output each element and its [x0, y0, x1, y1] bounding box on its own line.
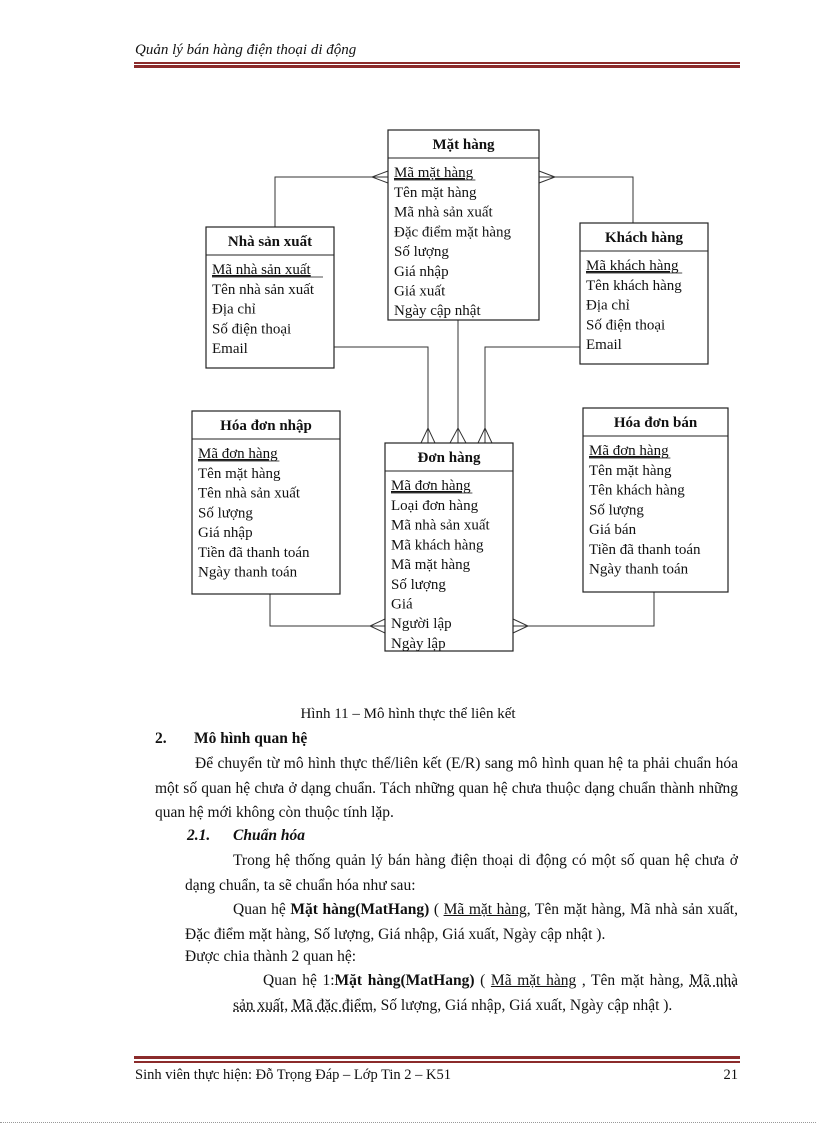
subsection-paragraph: Trong hệ thống quản lý bán hàng điện thoại di động có một số quan hệ chưa ở dạng chuẩn, ta sẽ chuẩn hóa như sau: [185, 852, 738, 894]
entity-attribute: Đặc điểm mặt hàng [394, 224, 512, 241]
entity-attribute: Email [212, 341, 248, 358]
relation-1: Quan hệ 1:Mặt hàng(MatHang) ( Mã mặt hàng , Tên mặt hàng, Mã nhà sản xuất, Mã đặc điểm, Số lượng, Giá nhập, Giá xuất, Ngày cập nhật ). [233, 972, 738, 1014]
entity-attribute: Số lượng [198, 505, 253, 522]
entity-title: Khách hàng [605, 230, 683, 246]
entity-attribute: Ngày thanh toán [198, 564, 298, 581]
footer-rule [134, 1061, 740, 1063]
entity-key: Mã nhà sản xuất [212, 262, 311, 278]
subsection-number: 2.1. [187, 827, 211, 844]
entity-title: Hóa đơn nhập [220, 418, 312, 434]
entity-kh [580, 223, 708, 364]
entity-attribute: Ngày thanh toán [589, 561, 689, 578]
entity-key: Mã đơn hàng [391, 478, 471, 494]
footer-author: Sinh viên thực hiện: Đỗ Trọng Đáp – Lớp Tin 2 – K51 [135, 1067, 452, 1083]
entity-attribute: Tên nhà sản xuất [212, 282, 315, 298]
entity-key: Mã đơn hàng [198, 446, 278, 462]
entity-attribute: Tên mặt hàng [589, 463, 672, 479]
entity-attribute: Số lượng [589, 502, 644, 519]
entity-attribute: Tên mặt hàng [394, 185, 477, 201]
entity-attribute: Tên mặt hàng [198, 466, 281, 482]
entity-attribute: Giá [391, 596, 413, 613]
section-title: Mô hình quan hệ [194, 730, 308, 747]
entity-attribute: Tên nhà sản xuất [198, 485, 301, 502]
page-number: 21 [723, 1067, 738, 1083]
entity-attribute: Địa chỉ [586, 297, 630, 314]
entity-hdn [192, 411, 340, 594]
entity-attribute: Tiền đã thanh toán [198, 544, 310, 561]
entity-attribute: Giá bán [589, 522, 637, 539]
entity-attribute: Giá xuất [394, 283, 446, 300]
section-number: 2. [155, 730, 167, 747]
entity-attribute: Email [586, 337, 622, 354]
entity-attribute: Mã mặt hàng [391, 557, 471, 574]
entity-attribute: Số lượng [391, 576, 446, 593]
section-paragraph: Để chuyển từ mô hình thực thể/liên kết (E/R) sang mô hình quan hệ ta phải chuẩn hóa một số quan hệ chưa ở dạng chuẩn. Tách những quan hệ chưa thuộc dạng chuẩn thành những quan hệ mới không còn thuộc tính lặp. [155, 755, 738, 821]
entity-attribute: Giá nhập [198, 525, 253, 542]
entity-attribute: Tên khách hàng [589, 482, 685, 499]
entity-attribute: Tên khách hàng [586, 278, 682, 294]
entity-title: Đơn hàng [417, 450, 481, 466]
entity-attribute: Người lập [391, 616, 452, 633]
entity-attribute: Mã khách hàng [391, 537, 484, 554]
entity-hdb [583, 408, 728, 592]
figure-caption: Hình 11 – Mô hình thực thể liên kết [300, 706, 516, 722]
entity-key: Mã đơn hàng [589, 443, 669, 459]
entity-attribute: Mã nhà sản xuất [391, 517, 490, 534]
entity-attribute: Số lượng [394, 244, 449, 261]
entity-key: Mã khách hàng [586, 258, 679, 274]
entity-nsx [206, 227, 334, 368]
relation-original: Quan hệ Mặt hàng(MatHang) ( Mã mặt hàng, Tên mặt hàng, Mã nhà sản xuất, Đặc điểm mặt hàng, Số lượng, Giá nhập, Giá xuất, Ngày cập nhật ). [185, 901, 738, 943]
footer-rule-thick [134, 1056, 740, 1059]
page-footer [135, 1067, 738, 1084]
entity-attribute: Số điện thoại [212, 321, 292, 338]
entity-attribute: Tiền đã thanh toán [589, 541, 701, 558]
split-intro: Được chia thành 2 quan hệ: [185, 948, 357, 965]
entity-attribute: Mã nhà sản xuất [394, 204, 493, 221]
entity-attribute: Địa chỉ [212, 301, 256, 318]
entity-title: Nhà sản xuất [227, 234, 313, 250]
entity-key: Mã mặt hàng [394, 165, 474, 181]
entity-mathang [388, 130, 539, 320]
entity-attribute: Số điện thoại [586, 317, 666, 334]
page-header-title: Quản lý bán hàng điện thoại di động [135, 42, 357, 58]
entity-title: Hóa đơn bán [613, 415, 698, 431]
entity-attribute: Ngày lập [391, 635, 446, 652]
entity-attribute: Ngày cập nhật [394, 303, 481, 320]
entity-attribute: Giá nhập [394, 263, 449, 280]
entity-attribute: Loại đơn hàng [391, 498, 479, 514]
entity-title: Mặt hàng [432, 137, 495, 153]
entity-dh [385, 443, 513, 652]
subsection-title: Chuẩn hóa [233, 827, 305, 844]
